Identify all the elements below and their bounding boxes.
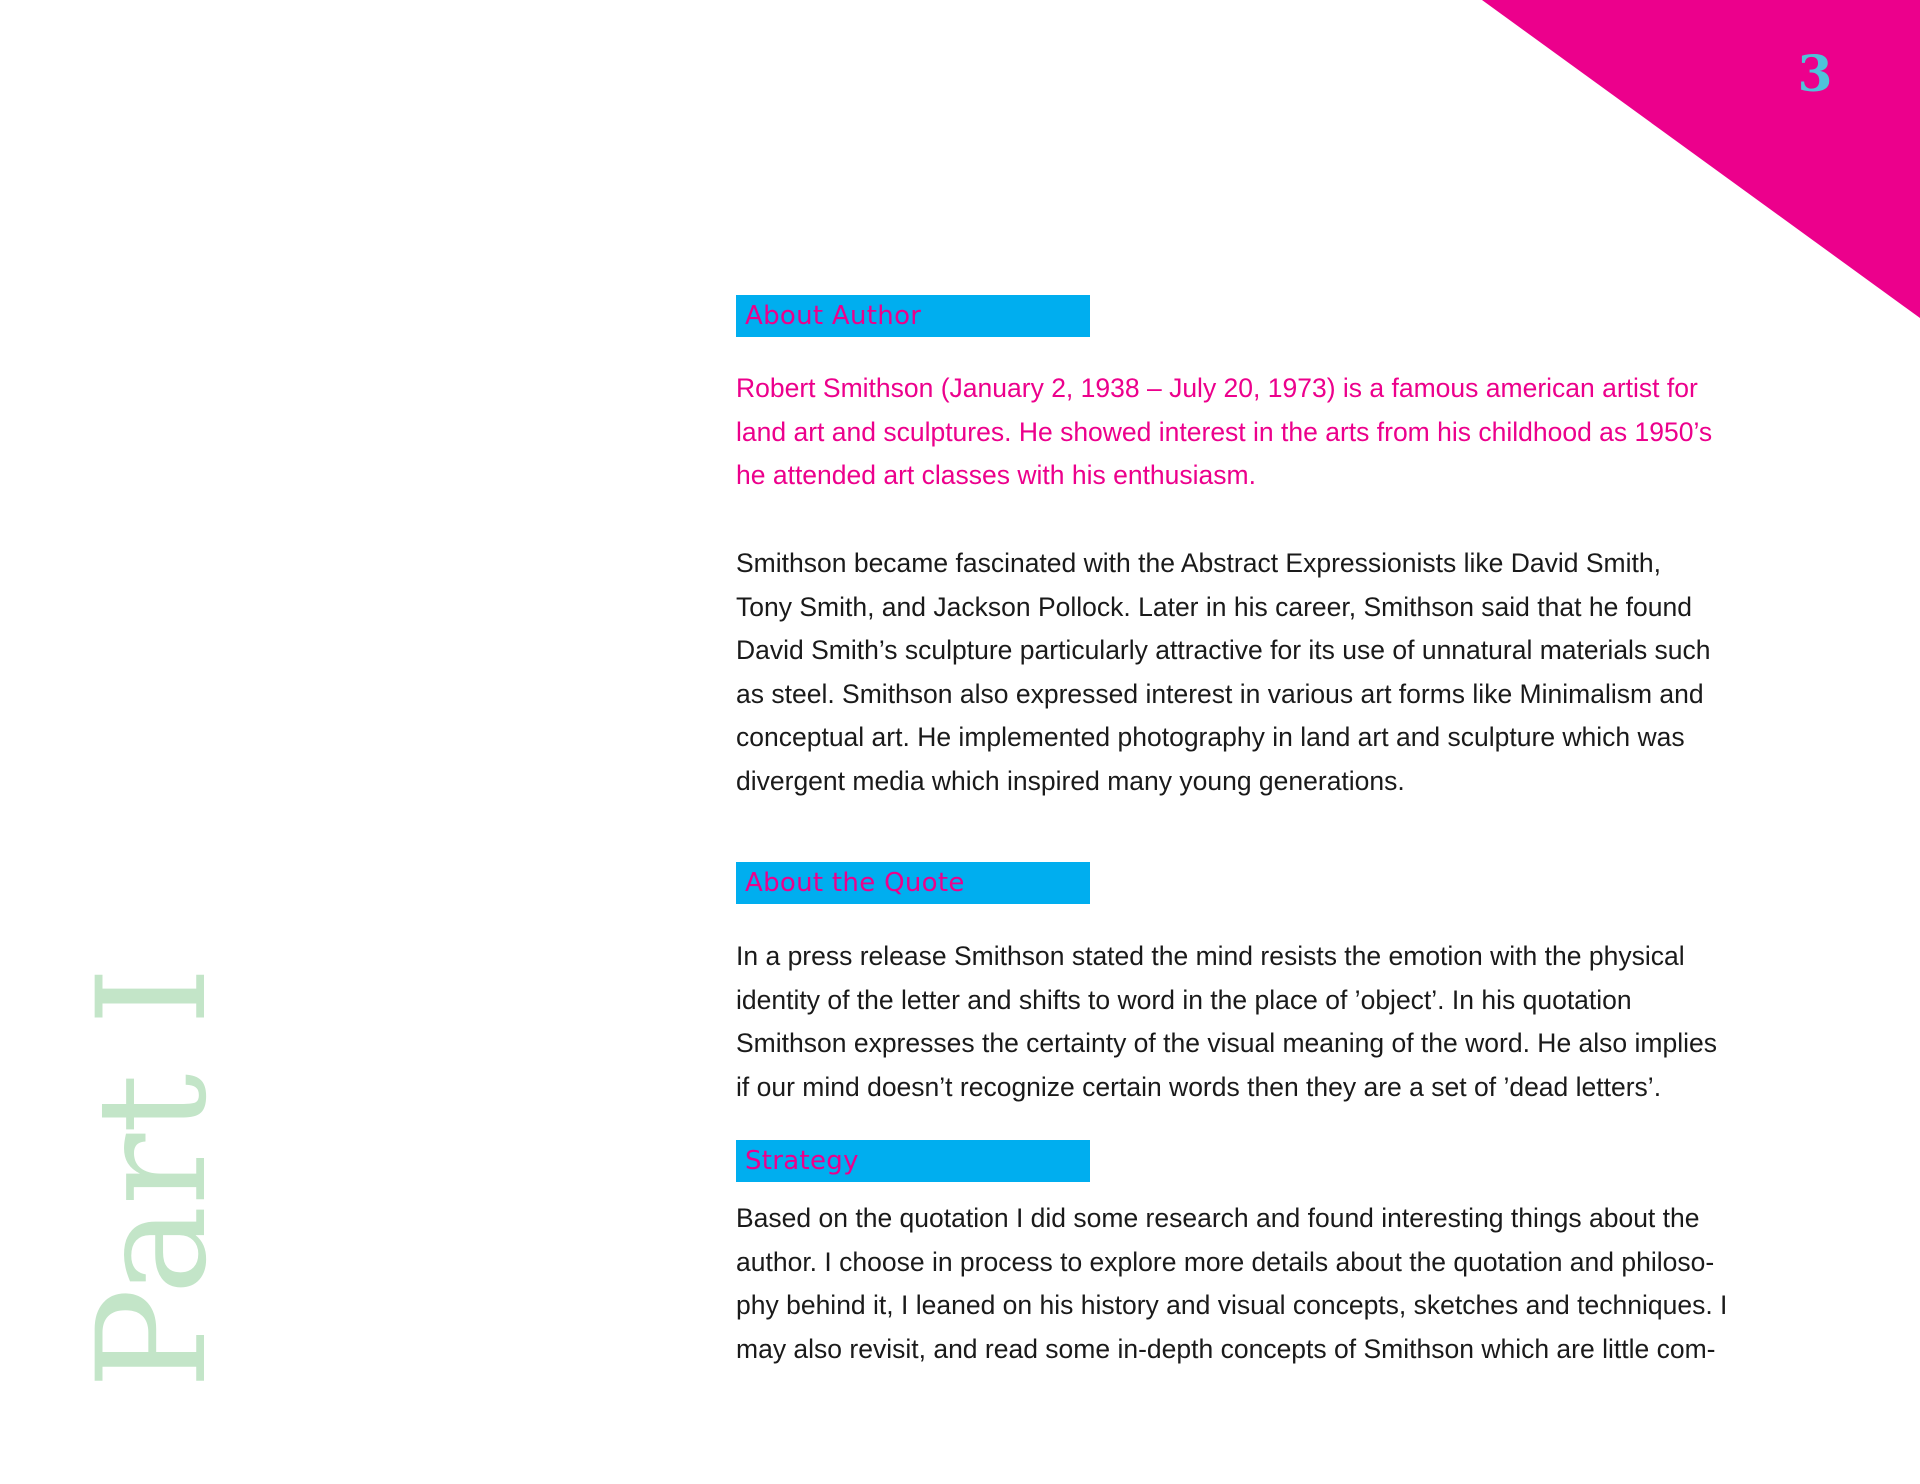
text-line: In a press release Smithson stated the mind resists the emotion with the physical (736, 941, 1685, 971)
text-line: author. I choose in process to explore more details about the quotation and philoso- (736, 1246, 1715, 1277)
about-author-heading-bar (736, 295, 1090, 337)
text-line: if our mind doesn’t recognize certain words then they are a set of ’dead letters’. (736, 1071, 1662, 1102)
about-quote-heading-bar (736, 862, 1090, 904)
pink-triangle (1482, 0, 1920, 318)
about-quote-heading: About the Quote (745, 868, 965, 898)
about-author-heading: About Author (745, 301, 922, 331)
text-line: Smithson became fascinated with the Abstract Expressionists like David Smith, (736, 548, 1661, 578)
text-line: Smithson expresses the certainty of the visual meaning of the word. He also implies (736, 1028, 1717, 1059)
text-line: David Smith’s sculpture particularly attractive for its use of unnatural materials such (736, 635, 1711, 666)
text-line: divergent media which inspired many young generations. (736, 765, 1405, 796)
about-author-body (736, 542, 1836, 804)
part-label: Part I (66, 966, 240, 1389)
text-line: identity of the letter and shifts to word in the place of ’object’. In his quotation (736, 984, 1632, 1015)
about-author-intro (736, 367, 1836, 498)
strategy-heading: Strategy (745, 1146, 859, 1176)
text-line: land art and sculptures. He showed interest in the arts from his childhood as 1950’s (736, 416, 1713, 447)
page-number: 3 (1797, 44, 1833, 103)
text-line: Tony Smith, and Jackson Pollock. Later in his career, Smithson said that he found (736, 591, 1692, 622)
text-line: he attended art classes with his enthusiasm. (736, 460, 1256, 491)
text-line: phy behind it, I leaned on his history and visual concepts, sketches and techniques. I (736, 1290, 1728, 1321)
text-line: Robert Smithson (January 2, 1938 – July 20, 1973) is a famous american artist for (736, 373, 1698, 403)
text-line: as steel. Smithson also expressed interest in various art forms like Minimalism and (736, 678, 1704, 709)
about-quote-body (736, 935, 1836, 1109)
text-line: may also revisit, and read some in-depth concepts of Smithson which are little com- (736, 1333, 1716, 1364)
part-label-container (66, 966, 240, 1389)
text-line: Based on the quotation I did some research and found interesting things about the (736, 1203, 1700, 1233)
strategy-body (736, 1197, 1836, 1371)
text-line: conceptual art. He implemented photography in land art and sculpture which was (736, 722, 1685, 753)
strategy-heading-bar (736, 1140, 1090, 1182)
